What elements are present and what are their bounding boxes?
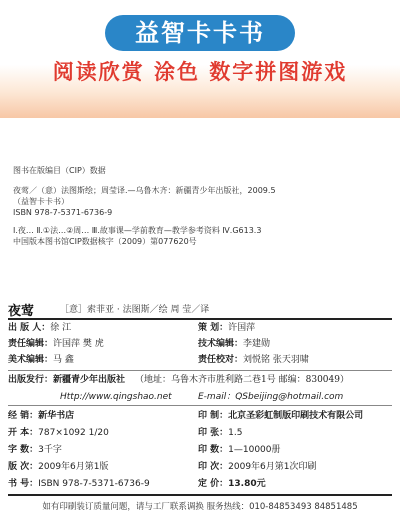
planning-value: 许国萍 <box>228 323 256 333</box>
publishing-row <box>8 375 349 386</box>
cip-line: ISBN 978-7-5371-6736-9 <box>13 208 113 217</box>
publishing-address: （地址：乌鲁木齐市胜利路二巷1号 邮编：830049） <box>135 375 349 385</box>
publisher-row <box>8 323 71 334</box>
print-label: 印 制： <box>198 411 229 421</box>
copies-label: 印 数： <box>198 445 229 455</box>
price-row <box>198 479 266 490</box>
format-label: 开 本： <box>8 428 39 438</box>
email-row <box>198 392 343 403</box>
cip-heading: 图书在版编目（CIP）数据 <box>13 166 106 175</box>
footer-note: 如有印刷装订质量问题，请与工厂联系调换 服务热线：010-84853493 84851485 <box>42 502 358 512</box>
editor-row <box>8 339 104 350</box>
dist-value: 新华书店 <box>38 411 75 421</box>
divider <box>8 318 392 320</box>
format-row <box>8 428 109 439</box>
printing-label: 印 次： <box>198 462 229 472</box>
printing-row <box>198 462 317 473</box>
cip-line: （益智卡卡书） <box>13 197 69 206</box>
proof-row <box>198 355 309 366</box>
copies-row <box>198 445 281 456</box>
tech-editor-label: 技术编辑： <box>198 339 244 349</box>
art-editor-value: 马 鑫 <box>53 355 74 365</box>
divider <box>8 405 392 406</box>
planning-row <box>198 323 255 334</box>
cip-line: 中国版本图书馆CIP数据核字（2009）第077620号 <box>13 237 197 246</box>
dist-label: 经 销： <box>8 411 39 421</box>
editor-label: 责任编辑： <box>8 339 54 349</box>
website-row <box>60 392 172 403</box>
publisher-label: 出 版 人： <box>8 323 51 333</box>
publisher-value: 徐 江 <box>50 323 72 333</box>
format-value: 787×1092 1/20 <box>38 428 109 438</box>
price-value: 13.80元 <box>228 479 266 489</box>
sheets-label: 印 张： <box>198 428 229 438</box>
planning-label: 策 划： <box>198 323 229 333</box>
art-editor-row <box>8 355 74 366</box>
sheets-row <box>198 428 242 439</box>
art-editor-label: 美术编辑： <box>8 355 54 365</box>
series-subtitle: 阅读欣赏 涂色 数字拼图游戏 <box>52 60 348 84</box>
words-label: 字 数： <box>8 445 39 455</box>
cip-line: Ⅰ.夜… Ⅱ.①法…②周… Ⅲ.故事课—学前教育—教学参考资料 Ⅳ.G613.3 <box>13 226 262 235</box>
book-title: 夜莺 <box>8 304 35 319</box>
isbn-label: 书 号： <box>8 479 39 489</box>
website-link[interactable]: Http://www.qingshao.net <box>60 392 172 402</box>
cover-banner <box>0 0 400 118</box>
copies-value: 1—10000册 <box>228 445 281 455</box>
edition-label: 版 次： <box>8 462 39 472</box>
tech-editor-row <box>198 339 270 350</box>
publishing-name: 新疆青少年出版社 <box>53 375 126 385</box>
proof-label: 责任校对： <box>198 355 244 365</box>
price-label: 定 价： <box>198 479 229 489</box>
cip-line: 夜莺／（意）法图斯绘；周莹译.—乌鲁木齐：新疆青少年出版社，2009.5 <box>13 186 276 195</box>
editor-value: 许国萍 樊 虎 <box>53 339 104 349</box>
printing-value: 2009年6月第1次印刷 <box>228 462 317 472</box>
email-link[interactable]: E-mail：QSbeijing@hotmail.com <box>198 392 344 402</box>
series-title: 益智卡卡书 <box>105 15 295 51</box>
tech-editor-value: 李建勋 <box>243 339 271 349</box>
isbn-row <box>8 479 150 490</box>
divider <box>8 370 392 371</box>
words-value: 3千字 <box>38 445 62 455</box>
isbn-value: ISBN 978-7-5371-6736-9 <box>38 479 150 489</box>
dist-row <box>8 411 74 422</box>
edition-row <box>8 462 109 473</box>
divider <box>8 494 392 496</box>
print-row <box>198 411 363 422</box>
proof-value: 刘悦铭 张天羽啸 <box>243 355 309 365</box>
print-value: 北京圣彩虹制版印刷技术有限公司 <box>228 411 364 421</box>
book-credit: ［意］索菲亚 · 法图斯／绘 周 莹／译 <box>60 305 210 315</box>
sheets-value: 1.5 <box>228 428 243 438</box>
words-row <box>8 445 62 456</box>
publishing-label: 出版发行： <box>8 375 54 385</box>
edition-value: 2009年6月第1版 <box>38 462 109 472</box>
